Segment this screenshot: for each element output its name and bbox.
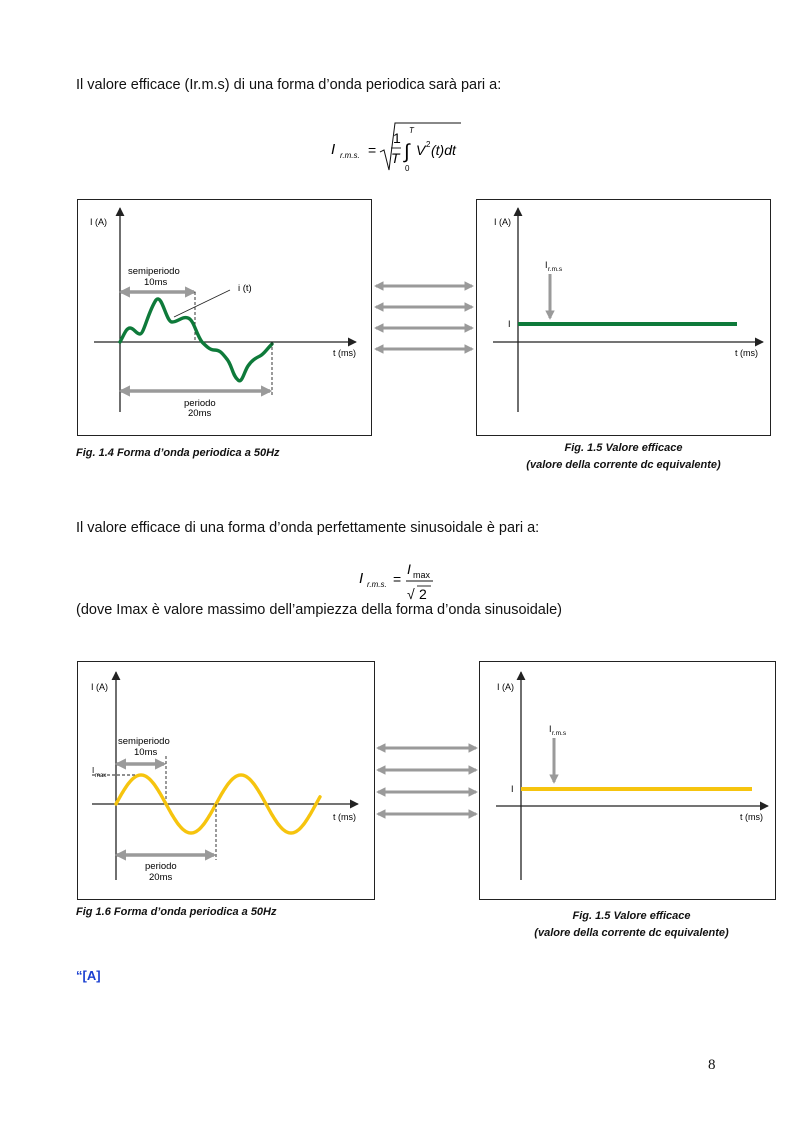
rms-sine-formula	[355, 557, 445, 605]
semiperiod-label: semiperiodo	[128, 266, 180, 277]
rms-label-sub: r.m.s	[548, 266, 563, 273]
formula1-power: 2	[426, 140, 431, 149]
periodic-waveform-curve	[120, 299, 272, 381]
intro-paragraph-1: Il valore efficace (Ir.m.s) di una forma d’onda periodica sarà pari a:	[76, 77, 502, 93]
formula2-denominator: 2	[419, 586, 427, 602]
note-paragraph: (dove Imax è valore massimo dell’ampiezza della forma d’onda sinusoidale)	[76, 602, 562, 618]
period-label: periodo	[184, 398, 216, 409]
formula1-numerator: 1	[393, 130, 401, 146]
level-label: I	[508, 319, 511, 329]
formula2-numerator-sub: max	[413, 570, 431, 580]
formula2-lhs-sub: r.m.s.	[367, 580, 387, 589]
y-axis-label: I (A)	[494, 217, 511, 227]
figure-sinusoidal-waveform	[77, 661, 375, 900]
y-axis-label: I (A)	[90, 217, 107, 227]
figure-rms-value	[476, 199, 771, 436]
formula1-lhs-sub: r.m.s.	[340, 151, 360, 160]
integral-sign: ∫	[404, 141, 410, 163]
level-label: I	[511, 784, 514, 794]
x-axis-label: t (ms)	[333, 812, 356, 822]
figure-4-caption-line-1: Fig. 1.5 Valore efficace	[572, 910, 691, 922]
equivalence-arrows-2	[374, 739, 480, 821]
formula1-denominator: T	[391, 150, 400, 166]
rms-label-sub: r.m.s	[552, 730, 567, 737]
formula2-equals: =	[393, 571, 402, 587]
imax-sub: max	[95, 773, 107, 779]
reference-marker: “[A]	[76, 968, 101, 983]
semiperiod-label: semiperiodo	[118, 736, 170, 747]
y-axis-label: I (A)	[497, 682, 514, 692]
period-label: periodo	[145, 861, 177, 872]
intro-paragraph-2: Il valore efficace di una forma d’onda perfettamente sinusoidale è pari a:	[76, 520, 540, 536]
figure-2-caption-line-2: (valore della corrente dc equivalente)	[526, 459, 721, 471]
semiperiod-value: 10ms	[134, 747, 158, 758]
x-axis-label: t (ms)	[740, 812, 763, 822]
formula2-numerator: I	[407, 561, 411, 577]
curve-label: i (t)	[238, 283, 252, 294]
equivalence-arrows-1	[372, 277, 476, 357]
formula2-root-sign: √	[407, 586, 415, 602]
figure-periodic-waveform	[77, 199, 372, 436]
formula1-lhs: I	[331, 141, 336, 158]
rms-label: I	[549, 724, 552, 734]
formula2-lhs: I	[359, 570, 364, 587]
imax-label: I	[92, 766, 95, 775]
period-value: 20ms	[149, 872, 173, 883]
figure-1-caption: Fig. 1.4 Forma d’onda periodica a 50Hz	[76, 447, 280, 459]
figure-rms-value-sine	[479, 661, 776, 900]
x-axis-label: t (ms)	[333, 348, 356, 358]
x-axis-label: t (ms)	[735, 348, 758, 358]
figure-4-caption-line-2: (valore della corrente dc equivalente)	[534, 927, 729, 939]
semiperiod-value: 10ms	[144, 277, 168, 288]
formula1-equals: =	[368, 142, 377, 158]
page-number: 8	[708, 1057, 716, 1073]
figure-3-caption: Fig 1.6 Forma d’onda periodica a 50Hz	[76, 906, 277, 918]
period-value: 20ms	[188, 408, 212, 419]
formula1-rest: (t)dt	[431, 142, 456, 158]
rms-integral-formula	[325, 118, 470, 178]
y-axis-label: I (A)	[91, 682, 108, 692]
integral-upper-limit: T	[409, 126, 414, 135]
figure-2-caption-line-1: Fig. 1.5 Valore efficace	[564, 442, 683, 454]
curve-pointer-line	[174, 290, 230, 317]
rms-label: I	[545, 260, 548, 270]
integral-lower-limit: 0	[405, 164, 410, 173]
formula1-integrand: V	[416, 142, 426, 158]
